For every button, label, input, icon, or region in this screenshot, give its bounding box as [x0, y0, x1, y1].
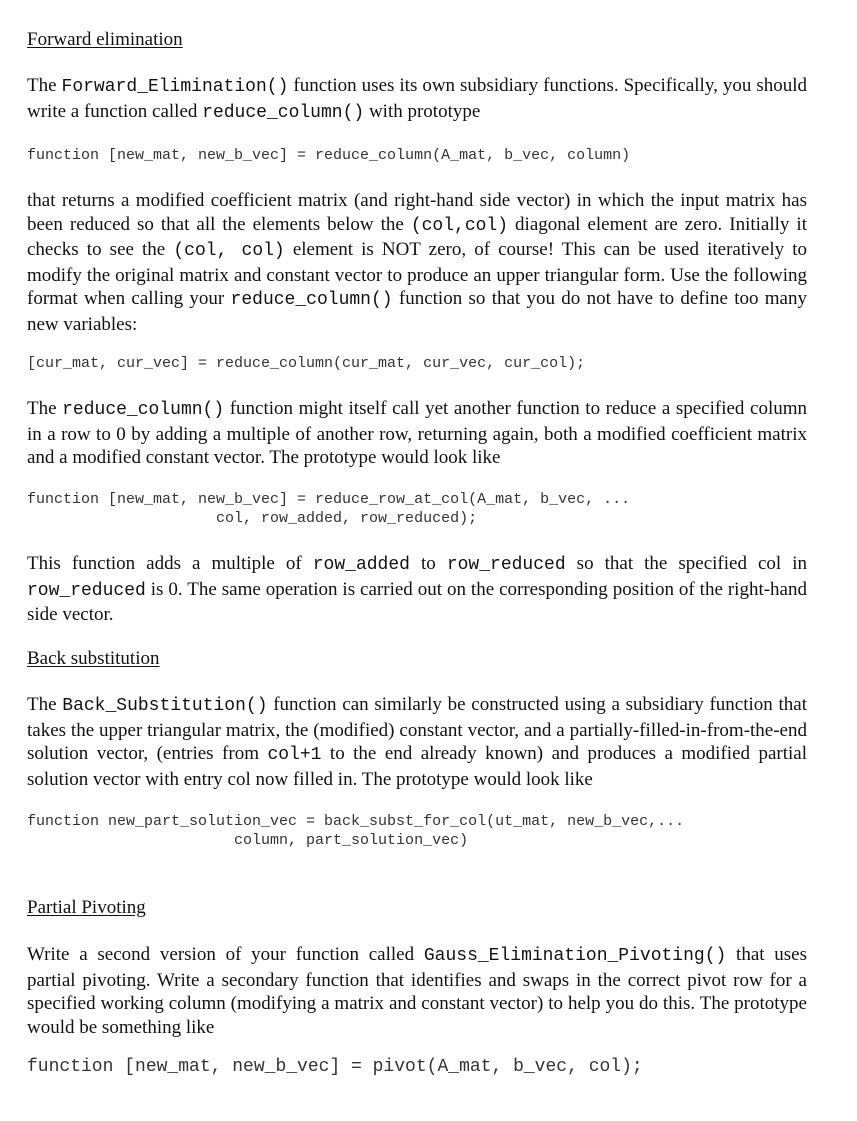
pivot-paragraph-1 [27, 943, 807, 1039]
text: that returns a modified coefficient matrix (and right-hand side vector) in which the input matrix has been reduced so that all the elements below the [27, 190, 807, 235]
code-inline: row_added [312, 555, 410, 575]
pivot-prototype: function [new_mat, new_b_vec] = pivot(A_mat, b_vec, col); [27, 1057, 643, 1077]
text: function uses its own subsidiary functions. Specifically, you should write a function called [27, 75, 807, 122]
code-inline: row_reduced [27, 580, 146, 601]
forward-elimination-heading: Forward elimination [27, 29, 183, 50]
text: to the end already known) and produces a modified partial solution vector with entry col now filled in. The prototype would look like [27, 743, 807, 790]
text: diagonal element are zero. Initially it checks to see the [27, 213, 807, 260]
text: Write a second version of your function called [27, 944, 424, 965]
code-inline: reduce_column() [230, 290, 393, 310]
back-substitution-heading: Back substitution [27, 648, 160, 669]
code-inline: (col,col) [410, 215, 509, 236]
back-paragraph-1 [27, 693, 807, 791]
partial-pivoting-heading: Partial Pivoting [27, 897, 146, 918]
reduce-row-at-col-prototype: function [new_mat, new_b_vec] = reduce_row_at_col(A_mat, b_vec, ... col, row_added, row_reduced); [27, 491, 631, 527]
text: element is NOT zero, of course! This can be used iteratively to modify the original matrix and constant vector to produce an upper triangular form. Use the following format when calling your [27, 239, 807, 309]
code-inline: Gauss_Elimination_Pivoting() [423, 946, 727, 966]
text: function might itself call yet another function to reduce a specified column in a row to 0 by adding a multiple of another row, returning again, both a modified coefficient matrix and a modified constant vector. The prototype would look like [27, 398, 807, 468]
code-inline: Forward_Elimination() [61, 77, 289, 97]
text: The [27, 398, 63, 419]
text: is 0. The same operation is carried out on the corresponding position of the right-hand side vector. [27, 578, 807, 625]
text: function can similarly be constructed using a subsidiary function that takes the upper triangular matrix, the (modified) constant vector, and a partially-filled-in-from-the-end solution vector, (entries from [27, 694, 807, 764]
text: function so that you do not have to define too many new variables: [27, 288, 807, 335]
text: The [27, 694, 63, 715]
reduce-column-call-example: [cur_mat, cur_vec] = reduce_column(cur_mat, cur_vec, cur_col); [27, 355, 586, 372]
forward-paragraph-4 [27, 552, 807, 627]
text: This function adds a multiple of [27, 553, 313, 574]
text: that uses partial pivoting. Write a secondary function that identifies and swaps in the correct pivot row for a specified working column (modifying a matrix and constant vector) to help you do this. The prototype would be something like [27, 944, 807, 1038]
code-inline: Back_Substitution() [62, 696, 268, 716]
forward-paragraph-1 [27, 74, 807, 125]
text: so that the specified col in [565, 553, 808, 574]
code-inline: col+1 [267, 745, 322, 765]
back-subst-for-col-prototype: function new_part_solution_vec = back_subst_for_col(ut_mat, new_b_vec,... column, part_solution_vec) [27, 813, 685, 849]
forward-paragraph-2 [27, 189, 807, 336]
code-inline: reduce_column() [62, 400, 225, 420]
text: with prototype [364, 100, 481, 122]
code-inline: reduce_column() [202, 102, 365, 123]
reduce-column-prototype: function [new_mat, new_b_vec] = reduce_column(A_mat, b_vec, column) [27, 147, 631, 164]
text: The [27, 75, 62, 96]
code-inline: row_reduced [446, 555, 566, 575]
code-inline: (col, col) [173, 241, 285, 261]
forward-paragraph-3 [27, 397, 807, 470]
text: to [409, 553, 447, 574]
